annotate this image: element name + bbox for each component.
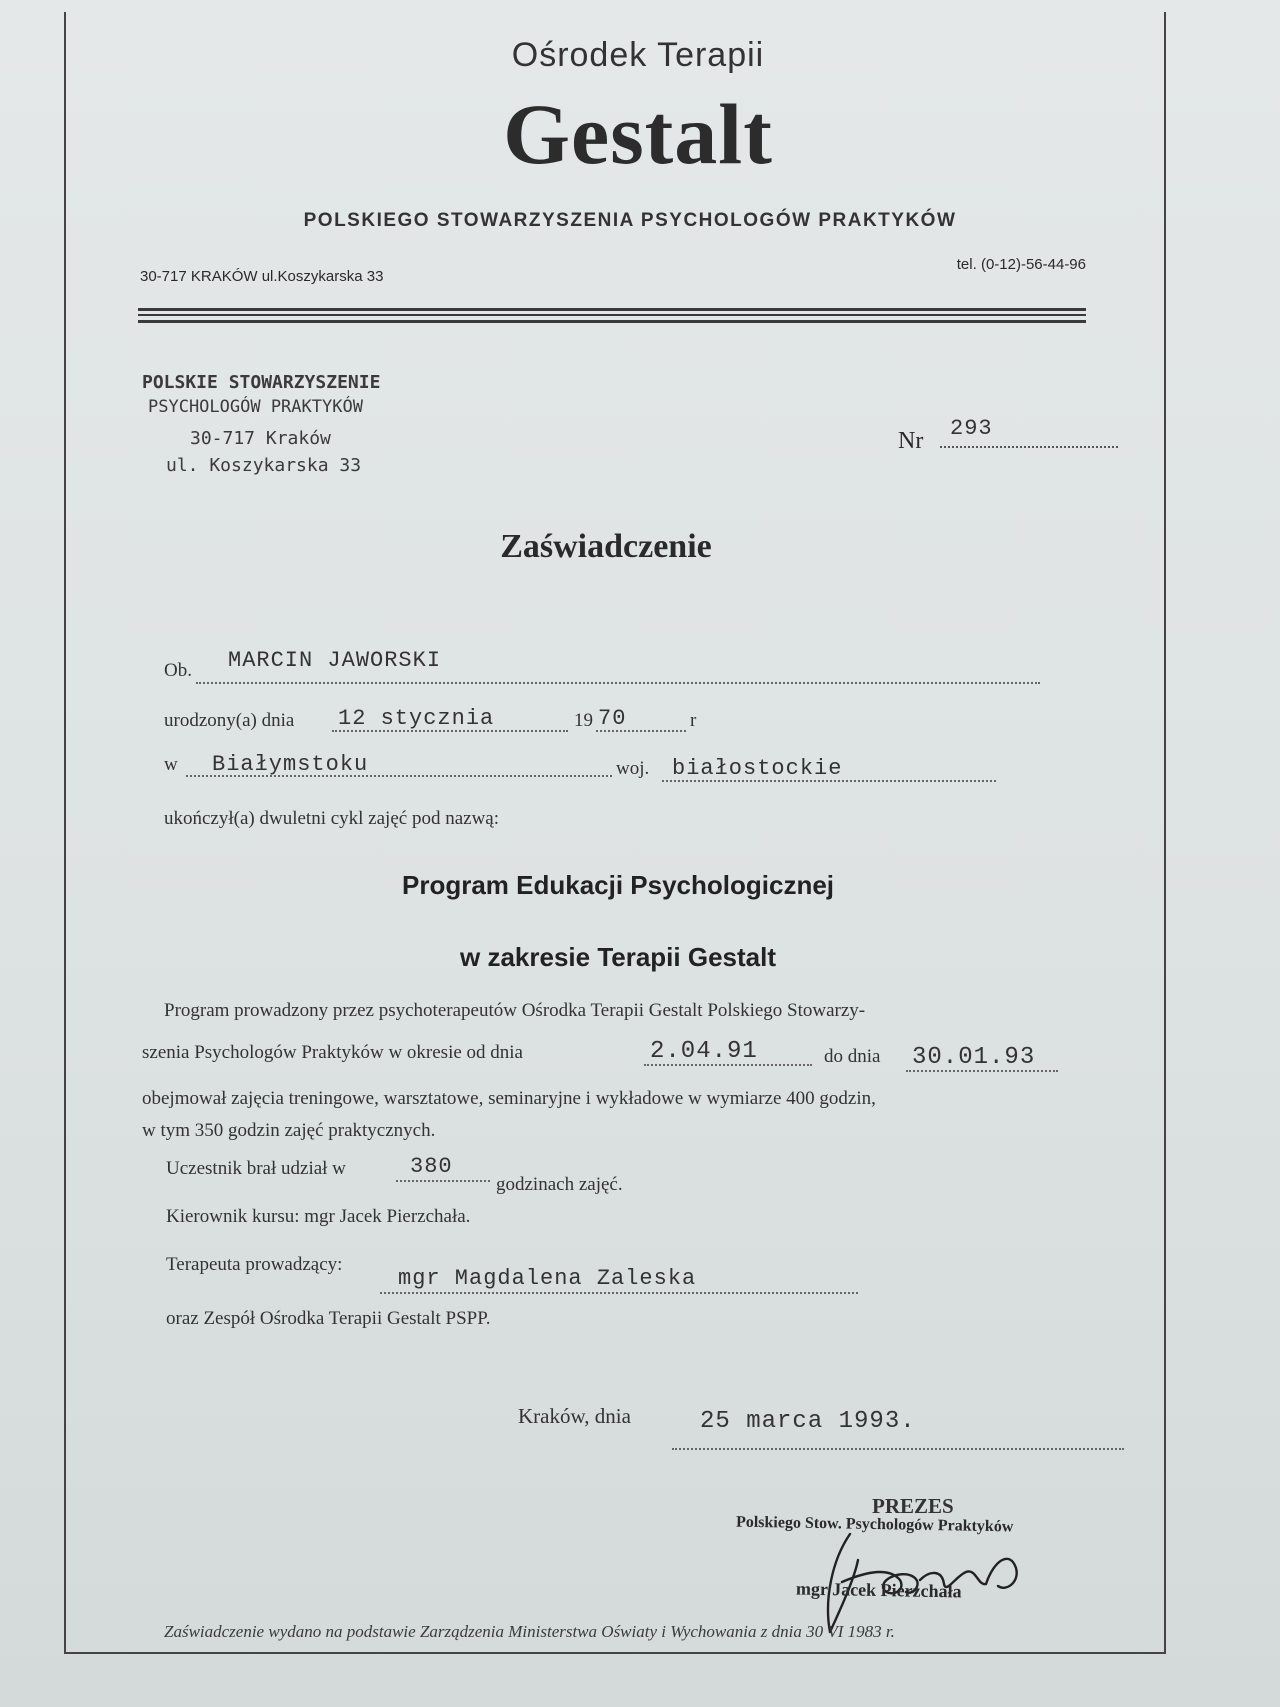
person-name: MARCIN JAWORSKI <box>228 648 442 673</box>
voivodeship: białostockie <box>672 756 843 781</box>
letterhead-top-line: Ośrodek Terapii <box>511 36 765 74</box>
number-label: Nr <box>898 428 924 454</box>
born-year-suffix: r <box>690 710 697 731</box>
birth-place: Białymstoku <box>212 752 369 777</box>
letterhead-name: Gestalt <box>503 86 773 182</box>
completed-line: ukończył(a) dwuletni cykl zajęć pod nazwą: <box>164 808 499 829</box>
stamp-line: POLSKIE STOWARZYSZENIE <box>142 372 381 393</box>
stamp-line: 30-717 Kraków <box>190 428 331 449</box>
therapist-dotted-line <box>380 1292 858 1294</box>
born-year: 70 <box>598 706 627 731</box>
signature-title: PREZES <box>872 1494 954 1518</box>
date-from: 2.04.91 <box>650 1038 758 1065</box>
issue-date: 25 marca 1993. <box>700 1408 916 1435</box>
voivodeship-label: woj. <box>616 758 650 779</box>
signature-org: Polskiego Stow. Psychologów Praktyków <box>735 1513 1014 1536</box>
therapist-name: mgr Magdalena Zaleska <box>398 1266 697 1291</box>
letterhead-phone: tel. (0-12)-56-44-96 <box>956 256 1086 273</box>
program-title-line2: w zakresie Terapii Gestalt <box>460 942 776 972</box>
letterhead-rule <box>138 308 1086 311</box>
therapist-label: Terapeuta prowadzący: <box>166 1254 343 1275</box>
issue-date-dotted-line <box>672 1448 1124 1450</box>
course-leader: Kierownik kursu: mgr Jacek Pierzchała. <box>166 1206 471 1227</box>
born-label: urodzony(a) dnia <box>164 710 295 731</box>
signature-name: mgr Jacek Pierzchała <box>795 1578 962 1602</box>
born-year-prefix: 19 <box>574 710 593 731</box>
participation-hours: 380 <box>410 1154 453 1179</box>
description-line: do dnia <box>824 1046 881 1067</box>
participation-prefix: Uczestnik brał udział w <box>166 1158 346 1179</box>
letterhead-address: 30-717 KRAKÓW ul.Koszykarska 33 <box>140 268 384 285</box>
place-label: w <box>164 754 178 775</box>
ob-label: Ob. <box>164 660 192 681</box>
legal-basis-footer: Zaświadczenie wydano na podstawie Zarządzenia Ministerstwa Oświaty i Wychowania z dnia 30 VI 1983 r. <box>164 1622 895 1641</box>
issue-place-label: Kraków, dnia <box>518 1404 631 1428</box>
name-dotted-line <box>196 682 1040 684</box>
stamp-line: ul. Koszykarska 33 <box>166 455 362 476</box>
description-line: szenia Psychologów Praktyków w okresie od dnia <box>142 1042 523 1063</box>
born-day-month: 12 stycznia <box>338 706 495 731</box>
stamp-line: PSYCHOLOGÓW PRAKTYKÓW <box>148 397 363 417</box>
team-line: oraz Zespół Ośrodka Terapii Gestalt PSPP. <box>166 1308 491 1329</box>
date-to: 30.01.93 <box>912 1044 1036 1071</box>
description-line: w tym 350 godzin zajęć praktycznych. <box>142 1120 436 1141</box>
participation-suffix: godzinach zajęć. <box>496 1174 623 1195</box>
number-value: 293 <box>950 416 993 441</box>
letterhead-subtitle: POLSKIEGO STOWARZYSZENIA PSYCHOLOGÓW PRAKTYKÓW <box>303 210 957 231</box>
hours-dotted-line <box>396 1180 490 1182</box>
letterhead-rule <box>138 314 1086 316</box>
description-line: Program prowadzony przez psychoterapeutów Ośrodka Terapii Gestalt Polskiego Stowarzy- <box>164 1000 866 1021</box>
document-title: Zaświadczenie <box>500 528 712 565</box>
program-title-line1: Program Edukacji Psychologicznej <box>401 870 835 900</box>
number-dotted-line <box>940 446 1118 448</box>
letterhead-rule <box>138 320 1086 323</box>
description-line: obejmował zajęcia treningowe, warsztatowe, seminaryjne i wykładowe w wymiarze 400 godzin, <box>142 1088 876 1109</box>
